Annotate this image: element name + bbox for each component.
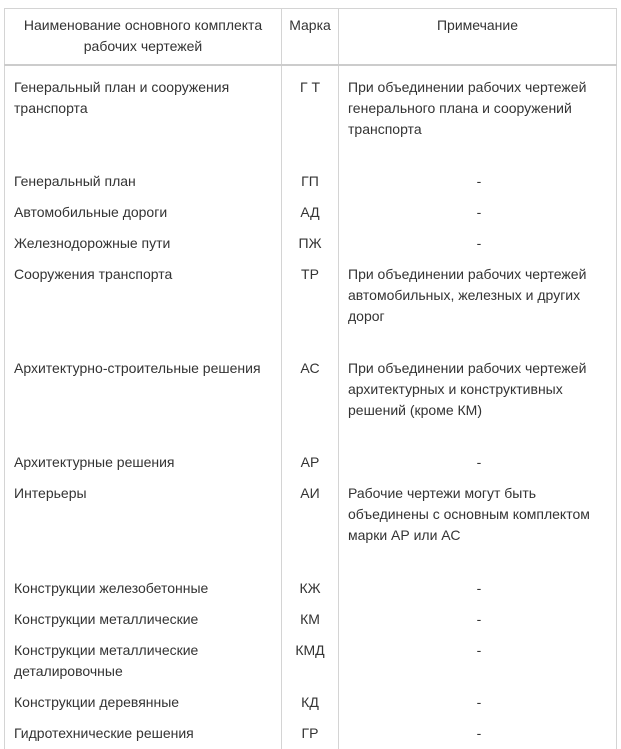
- row-mark: КД: [282, 687, 339, 718]
- table-row: [5, 447, 617, 478]
- table-header-row: [5, 9, 617, 66]
- row-mark: ГР: [282, 718, 339, 749]
- row-mark: ПЖ: [282, 228, 339, 259]
- table-row: [5, 478, 617, 573]
- row-mark: АД: [282, 197, 339, 228]
- row-mark: ГП: [282, 166, 339, 197]
- drawings-table: [4, 8, 617, 749]
- row-mark: Г Т: [282, 65, 339, 166]
- row-name: Конструкции металлические: [5, 604, 282, 635]
- row-note: -: [339, 228, 617, 259]
- row-mark: КЖ: [282, 573, 339, 604]
- row-note: -: [339, 573, 617, 604]
- row-name: Конструкции деревянные: [5, 687, 282, 718]
- row-mark: КМ: [282, 604, 339, 635]
- row-note: -: [339, 635, 617, 687]
- row-note: Рабочие чертежи могут быть объединены с основным комплектом марки АР или АС: [339, 478, 617, 573]
- header-mark: Марка: [282, 9, 339, 66]
- table-row: [5, 635, 617, 687]
- row-mark: КМД: [282, 635, 339, 687]
- table-row: [5, 259, 617, 353]
- row-name: Генеральный план: [5, 166, 282, 197]
- row-note: При объединении рабочих чертежей архитектурных и конструктивных решений (кроме КМ): [339, 353, 617, 447]
- table-row: [5, 228, 617, 259]
- header-name: Наименование основного комплекта рабочих чертежей: [5, 9, 282, 66]
- row-note: При объединении рабочих чертежей автомобильных, железных и других дорог: [339, 259, 617, 353]
- row-name: Архитектурно-строительные решения: [5, 353, 282, 447]
- row-name: Конструкции железобетонные: [5, 573, 282, 604]
- table-row: [5, 65, 617, 166]
- row-name: Архитектурные решения: [5, 447, 282, 478]
- row-note: -: [339, 197, 617, 228]
- table-row: [5, 166, 617, 197]
- row-name: Конструкции металлические деталировочные: [5, 635, 282, 687]
- row-note: -: [339, 604, 617, 635]
- table-row: [5, 573, 617, 604]
- header-note: Примечание: [339, 9, 617, 66]
- table-row: [5, 604, 617, 635]
- table-row: [5, 197, 617, 228]
- row-note: -: [339, 687, 617, 718]
- row-note: -: [339, 166, 617, 197]
- table-row: [5, 687, 617, 718]
- row-name: Автомобильные дороги: [5, 197, 282, 228]
- row-name: Железнодорожные пути: [5, 228, 282, 259]
- row-name: Гидротехнические решения: [5, 718, 282, 749]
- row-name: Генеральный план и сооружения транспорта: [5, 65, 282, 166]
- row-mark: ТР: [282, 259, 339, 353]
- table-row: [5, 718, 617, 749]
- row-name: Сооружения транспорта: [5, 259, 282, 353]
- row-mark: АС: [282, 353, 339, 447]
- row-note: При объединении рабочих чертежей генерального плана и сооружений транспорта: [339, 65, 617, 166]
- table-row: [5, 353, 617, 447]
- row-name: Интерьеры: [5, 478, 282, 573]
- row-note: -: [339, 447, 617, 478]
- row-note: -: [339, 718, 617, 749]
- row-mark: АИ: [282, 478, 339, 573]
- row-mark: АР: [282, 447, 339, 478]
